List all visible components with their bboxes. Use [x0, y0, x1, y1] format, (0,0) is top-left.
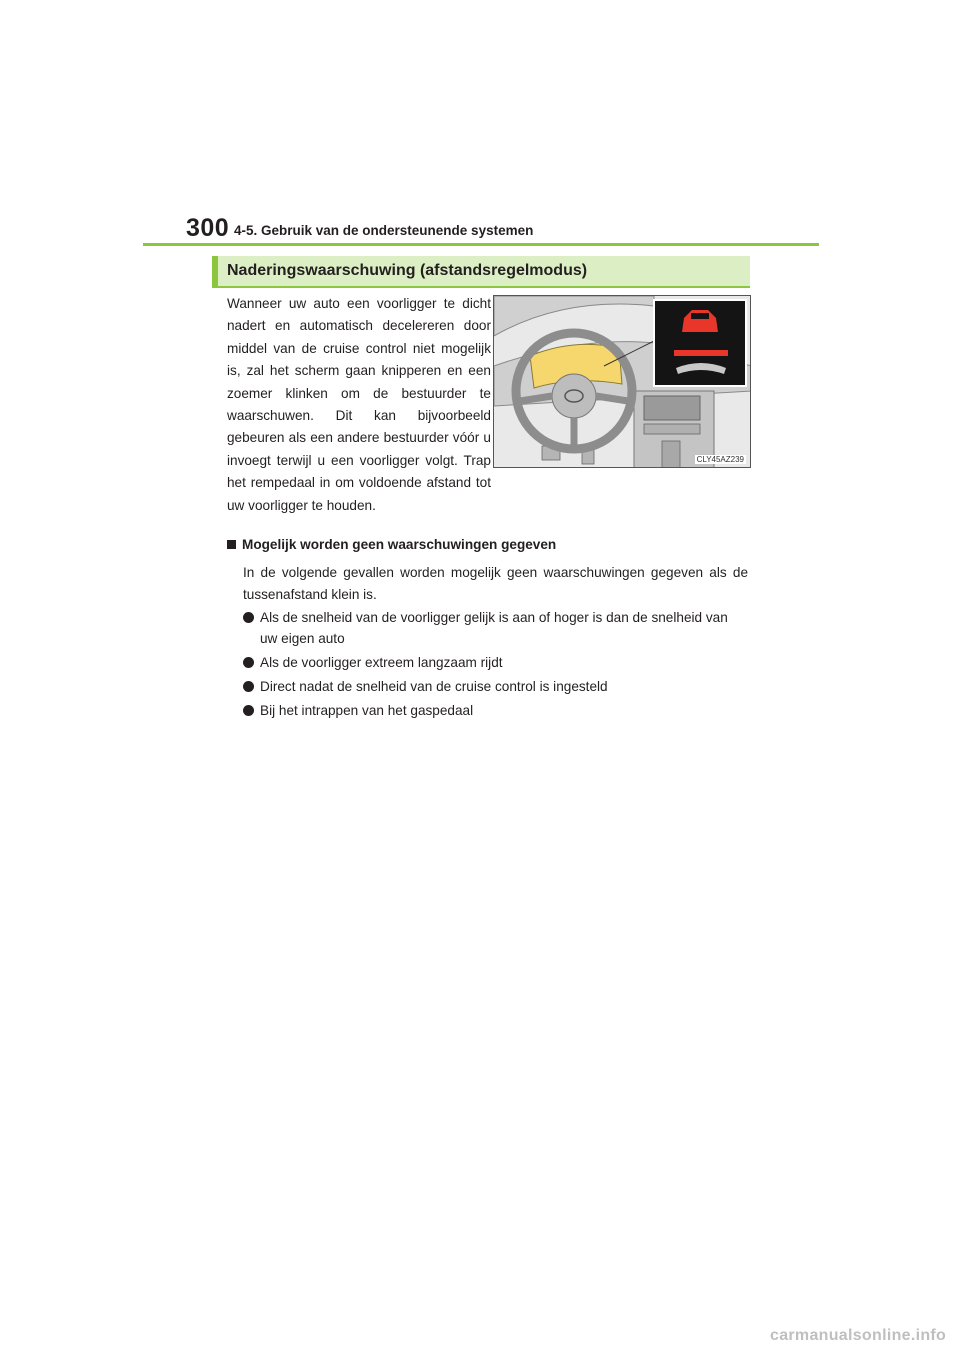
list-item-text: Bij het intrappen van het gaspedaal [260, 703, 474, 718]
subheading-text: Mogelijk worden geen waarschuwingen gegeven [242, 537, 557, 552]
steering-wheel-hub [552, 374, 596, 418]
page-number: 300 [186, 214, 230, 242]
dashboard-illustration [494, 296, 751, 468]
list-item-text: Als de snelheid van de voorligger gelijk is aan of hoger is dan de snelheid van uw eigen auto [260, 610, 728, 646]
header-rule [143, 243, 819, 246]
intro-paragraph: Wanneer uw auto een voorligger te dicht nadert en automatisch decelereren door middel van de cruise control niet mogelijk is, zal het scherm gaan knipperen en een zoemer klinken om de bestuurder te waarschuwen. Dit kan bijvoorbeeld gebeuren als een andere bestuurder vóór u invoegt terwijl u een voorligger volgt. Trap het rempedaal in om voldoende afstand tot uw voorligger te houden. [227, 296, 491, 513]
body-paragraph: In de volgende gevallen worden mogelijk geen waarschuwingen gegeven als de tussenafstand klein is. [243, 565, 748, 602]
list-item [243, 676, 748, 697]
bullet-list [243, 607, 748, 724]
subheading [227, 537, 556, 552]
list-item-text: Als de voorligger extreem langzaam rijdt [260, 655, 503, 670]
gear-shifter [662, 441, 680, 468]
list-item [243, 652, 748, 673]
warning-car-window [691, 313, 709, 319]
dashboard-figure [493, 295, 751, 468]
console-buttons [644, 424, 700, 434]
heading-bar [212, 256, 750, 286]
bullet-dot-icon [243, 657, 254, 668]
list-item-text: Direct nadat de snelheid van de cruise control is ingesteld [260, 679, 608, 694]
list-item [243, 700, 748, 721]
section-title: 4-5. Gebruik van de ondersteunende systemen [234, 223, 534, 238]
heading-title: Naderingswaarschuwing (afstandsregelmodus) [227, 262, 588, 279]
bullet-dot-icon [243, 705, 254, 716]
list-item [243, 607, 748, 649]
center-display [644, 396, 700, 420]
square-bullet-icon [227, 540, 236, 549]
bullet-dot-icon [243, 612, 254, 623]
watermark: carmanualsonline.info [770, 1327, 947, 1344]
bullet-dot-icon [243, 681, 254, 692]
figure-code: CLY45AZ239 [696, 455, 744, 464]
warning-distance-bar [674, 350, 728, 356]
